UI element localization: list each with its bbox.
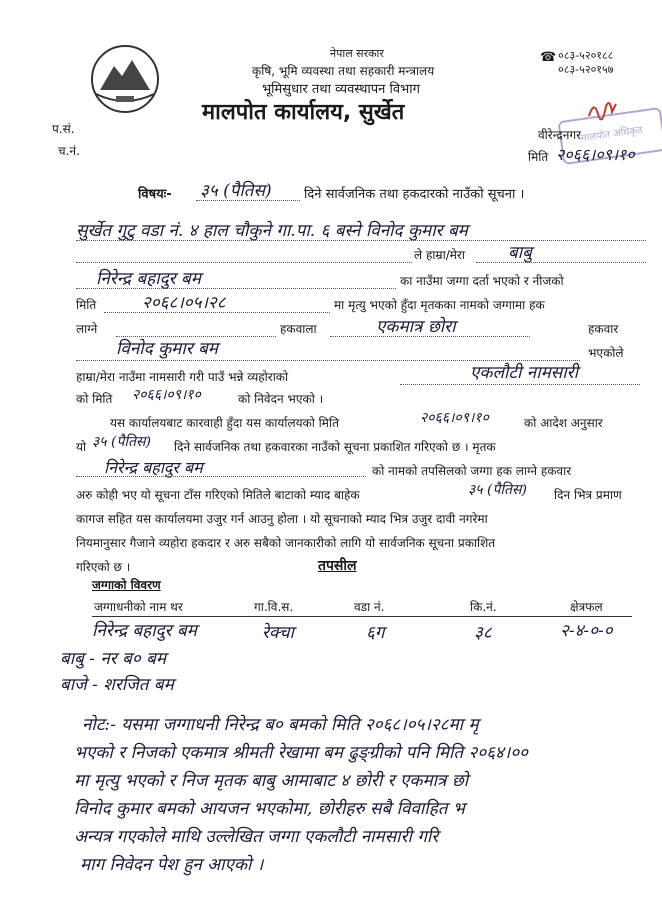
form-line-8-value: २०६६।०९।१० [132,387,201,403]
form-line-2-label: ले हाम्रा/मेरा [414,248,465,262]
grandfather-name: बाजे - शरजित बम [60,675,174,695]
tapsil-subheading: जग्गाको विवरण [92,578,161,592]
father-name: बाबु - नर ब० बम [60,649,166,669]
body-line-4-days: ३५ (पैतिस) [468,482,527,498]
form-line-7-text: हाम्रा/मेरा नाउँमा नामसारी गरी पाउँ भन्ने व्यहोराको [76,370,289,384]
subject-days: ३५ (पैतिस) [200,181,272,201]
note-line-1: नोट:- यसमा जग्गाधनी निरेन्द्र ब० बमको मिति २०६८।०५।२८मा मृ [82,715,479,735]
phone-2: ०८३-५२०१५७ [558,63,614,76]
body-line-2-a: यो [76,440,87,454]
body-line-2-b: दिने सार्वजनिक तथा हकवारका नाउँको सूचना प्रकाशित गरिएको छ । मृतक [174,440,496,454]
body-line-7: गरिएको छ । [76,560,131,574]
ref-label: प.सं. [52,122,75,136]
phone-icon: ☎ [540,50,557,65]
row-ward: ६ग [366,623,385,643]
body-line-5: कागज सहित यस कार्यालयमा उजुर गर्न आउनु होला । यो सूचनाको म्याद भित्र उजुर दावी नगरेमा [76,512,488,526]
form-line-1: सुर्खेत गुटु वडा नं. ४ हाल चौकुने गा.पा. ६ बस्ने विनोद कुमार बम [76,221,468,241]
office-stamp: मालपोत अधिकृत [557,107,662,165]
col-ward: वडा नं. [354,600,385,614]
form-line-3-text: का नाउँमा जग्गा दर्ता भएको र नीजको [400,274,564,288]
ministry-name: कृषि, भूमि व्यवस्था तथा सहकारी मन्त्रालय [252,64,435,78]
col-vdc: गा.वि.स. [254,600,294,614]
body-line-3-name: निरेन्द्र बहादुर बम [104,458,203,477]
form-line-4-value: २०६८।०५।२८ [142,293,226,313]
form-line-8-text-a: को मिति [76,392,113,406]
form-line-3-value: निरेन्द्र बहादुर बम [96,269,201,289]
body-line-4-a: अरु कोही भए यो सूचना टाँस गरिएको मितिले बाटाको म्याद बाहेक [76,488,360,502]
note-line-3: मा मृत्यु भएको र निज मृतक बाबु आमाबाट ४ छोरी र एकमात्र छो [74,771,469,791]
body-line-1-date: २०६६।०९।१० [420,410,489,426]
form-line-5-label-3: हकवार [588,322,619,336]
office-name: मालपोत कार्यालय, सुर्खेत [202,100,405,125]
row-owner-name: निरेन्द्र बहादुर बम [92,621,197,641]
col-plot: कि.नं. [470,600,497,614]
note-line-4: विनोद कुमार बमको आयजन भएकोमा, छोरीहरु सबै विवाहित भ [74,799,465,819]
subject-text: दिने सार्वजनिक तथा हकदारको नाउँको सूचना । [304,187,525,202]
form-line-5-value: एकमात्र छोरा [376,317,456,337]
col-area: क्षेत्रफल [570,600,603,614]
form-line-6-text: भएकोले [588,346,624,360]
form-line-5-label-2: हकवाला [280,322,317,336]
body-line-4-b: दिन भित्र प्रमाण [554,488,622,502]
phone-1: ०८३-५२०१८८ [558,49,614,62]
subject-label: विषयः- [138,187,172,202]
emblem [88,42,162,116]
form-line-4-text: मा मृत्यु भएको हुँदा मृतकका नामको जग्गामा हक [334,298,545,312]
col-owner-name: जग्गाधनीको नाम थर [94,600,183,614]
dispatch-label: च.नं. [58,144,80,158]
department-name: भूमिसुधार तथा व्यवस्थापन विभाग [262,82,420,97]
place-name: वीरेन्द्रनगर [538,128,582,142]
note-line-2: भएको र निजको एकमात्र श्रीमती रेखामा बम ढुङ्ग्रीको पनि मिति २०६४।०० [74,743,529,763]
body-line-6: नियमानुसार गैजाने व्यहोरा हकदार र अरु सबैको जानकारीको लागि यो सार्वजनिक सूचना प्रकाशित [76,536,496,550]
body-line-1-b: को आदेश अनुसार [524,416,603,430]
body-line-3-b: को नामको तपसिलको जग्गा हक लाग्ने हकवार [372,464,572,478]
body-line-2-days: ३५ (पैतिस) [92,434,151,450]
tapsil-heading: तपसील [318,558,357,574]
form-line-8-text-b: को निवेदन भएको । [238,392,324,406]
form-line-6-value: विनोद कुमार बम [116,339,218,359]
row-plot: ३८ [474,623,492,643]
form-line-5-label-1: लाग्ने [76,322,98,336]
note-line-5: अन्यत्र गएकोले माथि उल्लेखित जग्गा एकलौटी नामसारी गरि [74,827,439,847]
body-line-1-a: यस कार्यालयबाट कारवाही हुँदा यस कार्यालयको मिति [110,416,339,430]
government-name: नेपाल सरकार [330,47,384,60]
note-line-6: माग निवेदन पेश हुन आएको । [80,855,264,875]
row-vdc: रेक्चा [262,623,294,643]
row-area: २-४-०-० [560,621,613,641]
form-line-2-value: बाबु [508,243,532,263]
form-line-4-label: मिति [76,298,97,312]
date-label: मिति [528,150,549,164]
form-line-7-value: एकलौटी नामसारी [470,363,579,383]
date-value: २०६६।०९।१० [556,145,635,164]
